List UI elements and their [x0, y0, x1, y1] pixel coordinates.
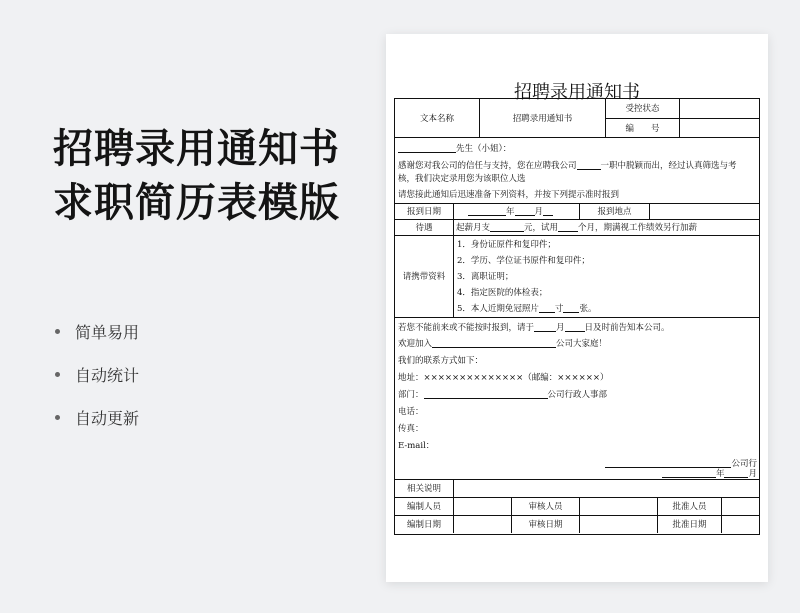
sign-year: 年: [715, 469, 725, 479]
reviewer-value[interactable]: [579, 497, 657, 515]
notice-line: 请您接此通知后迅速准备下列资料，并按下列提示准时报到: [398, 189, 620, 200]
name-blank[interactable]: [398, 143, 456, 153]
edit-date-label: 编制日期: [406, 520, 441, 530]
approve-date-value[interactable]: [721, 515, 759, 533]
edit-date-value[interactable]: [453, 515, 511, 533]
phone-line: 电话：: [398, 406, 424, 417]
treatment-text-a: 起薪月支: [456, 223, 491, 233]
report-place-value[interactable]: [649, 203, 759, 219]
dept-text-a: 部门：: [398, 389, 424, 400]
feature-item: [55, 396, 139, 439]
feature-list: [55, 310, 139, 439]
editor-label: 编制人员: [406, 502, 441, 512]
photo-size-blank[interactable]: [539, 303, 555, 313]
feature-label: 自动更新: [75, 409, 140, 428]
status-number-values: [679, 99, 759, 137]
delay-text-b: 月: [556, 322, 565, 333]
email-line: E-mail：: [398, 440, 435, 451]
report-date-label: 报到日期: [406, 207, 441, 217]
reviewer-label: 审核人员: [511, 497, 579, 515]
materials-list: [453, 235, 759, 317]
remarks-value[interactable]: [453, 479, 759, 497]
dept-text-b: 公司行政人事部: [547, 389, 608, 400]
treatment-row: [395, 219, 759, 236]
feature-item: [55, 353, 139, 396]
year-label: 年: [506, 207, 515, 217]
footer-row-staff: [395, 497, 759, 516]
report-date-value: [453, 203, 579, 219]
feature-label: 简单易用: [75, 323, 140, 342]
footer-row-dates: [395, 515, 759, 533]
welcome-text-a: 欢迎加入: [398, 338, 433, 349]
sign-company: 公司行: [731, 458, 757, 469]
salary-blank[interactable]: [490, 222, 524, 232]
feature-label: 自动统计: [75, 366, 140, 385]
offer-form: [394, 98, 760, 535]
material-item: 4．指定医院的体检表；: [457, 287, 548, 298]
treatment-text-c: 个月，期满视工作绩效另行加薪: [578, 223, 698, 233]
salutation: 先生（小姐）：: [456, 143, 512, 154]
salutation-line: [395, 139, 759, 156]
materials-label: 请携带资料: [402, 272, 446, 282]
fax-line: 传真：: [398, 423, 424, 434]
delay-text-c: 日及时前告知本公司。: [584, 322, 670, 333]
sign-month-blank[interactable]: [724, 468, 748, 478]
sign-year-blank[interactable]: [662, 468, 716, 478]
material-item: 3．离职证明；: [457, 271, 514, 282]
dept-line: [395, 385, 759, 402]
intro-text-a: 感谢您对我公司的信任与支持，您在应聘我公司: [398, 160, 577, 171]
approver-value[interactable]: [721, 497, 759, 515]
approver-label: 批准人员: [657, 497, 721, 515]
header-row: [395, 99, 759, 138]
bullet-icon: [55, 329, 60, 334]
status-number-labels: [605, 99, 679, 137]
hero: [53, 122, 340, 230]
hero-title-line2: 求职简历表模版: [53, 180, 340, 226]
remarks-row: [395, 479, 759, 498]
report-row: [395, 203, 759, 220]
treatment-text-b: 元，试用: [524, 223, 559, 233]
address-line: 地址：××××××××××××××（邮编：××××××）: [398, 372, 609, 383]
sign-date-line: [662, 467, 757, 479]
bullet-icon: [55, 415, 60, 420]
treatment-label: 待遇: [415, 223, 433, 233]
intro-text-b: 一职中脱颖而出，经过认真筛选与考: [600, 160, 737, 171]
intro-line-2: 核，我们决定录用您为该职位人选: [398, 173, 526, 184]
sign-month: 月: [748, 469, 757, 479]
material-item: 2．学历、学位证书原件和复印件；: [457, 255, 590, 266]
delay-month-blank[interactable]: [534, 322, 556, 332]
material-item: [454, 299, 759, 316]
position-blank[interactable]: [577, 160, 601, 170]
report-place-label: 报到地点: [579, 203, 649, 219]
feature-item: [55, 310, 139, 353]
status-label: 受控状态: [606, 99, 679, 119]
month-blank[interactable]: [515, 206, 535, 216]
intro-block: [395, 137, 759, 204]
welcome-text-b: 公司大家庭！: [556, 338, 608, 349]
doc-name-value: 招聘录用通知书: [479, 99, 605, 137]
remarks-label: 相关说明: [406, 484, 441, 494]
bullet-icon: [55, 372, 60, 377]
photo-text-c: 张。: [579, 303, 597, 314]
delay-day-blank[interactable]: [565, 322, 585, 332]
year-blank[interactable]: [468, 206, 506, 216]
status-value[interactable]: [680, 99, 759, 119]
day-blank[interactable]: [543, 206, 553, 216]
contact-title: 我们的联系方式如下：: [398, 355, 484, 366]
review-date-label: 审核日期: [511, 515, 579, 533]
delay-text-a: 若您不能前来或不能按时报到，请于: [398, 322, 535, 333]
company-blank[interactable]: [432, 338, 556, 348]
delay-line: [395, 318, 759, 335]
material-item: 1．身份证原件和复印件；: [457, 239, 556, 250]
photo-text-b: 寸: [554, 303, 564, 314]
trial-blank[interactable]: [558, 222, 578, 232]
welcome-line: [395, 334, 759, 351]
document-preview: [386, 34, 768, 582]
dept-blank[interactable]: [424, 389, 548, 399]
treatment-value: [453, 219, 759, 235]
doc-title: 招聘录用通知书: [514, 82, 640, 103]
contact-block: [395, 317, 759, 480]
editor-value[interactable]: [453, 497, 511, 515]
doc-name-label: 文本名称: [419, 114, 454, 124]
hero-title-line1: 招聘录用通知书: [53, 126, 340, 172]
sign-company-blank[interactable]: [605, 458, 731, 468]
approve-date-label: 批准日期: [657, 515, 721, 533]
number-label: 编 号: [625, 123, 660, 134]
materials-row: [395, 235, 759, 318]
photo-count-blank[interactable]: [563, 303, 579, 313]
month-label: 月: [534, 207, 544, 217]
review-date-value[interactable]: [579, 515, 657, 533]
photo-text-a: 5．本人近期免冠照片: [457, 303, 539, 314]
number-value[interactable]: [680, 119, 759, 138]
